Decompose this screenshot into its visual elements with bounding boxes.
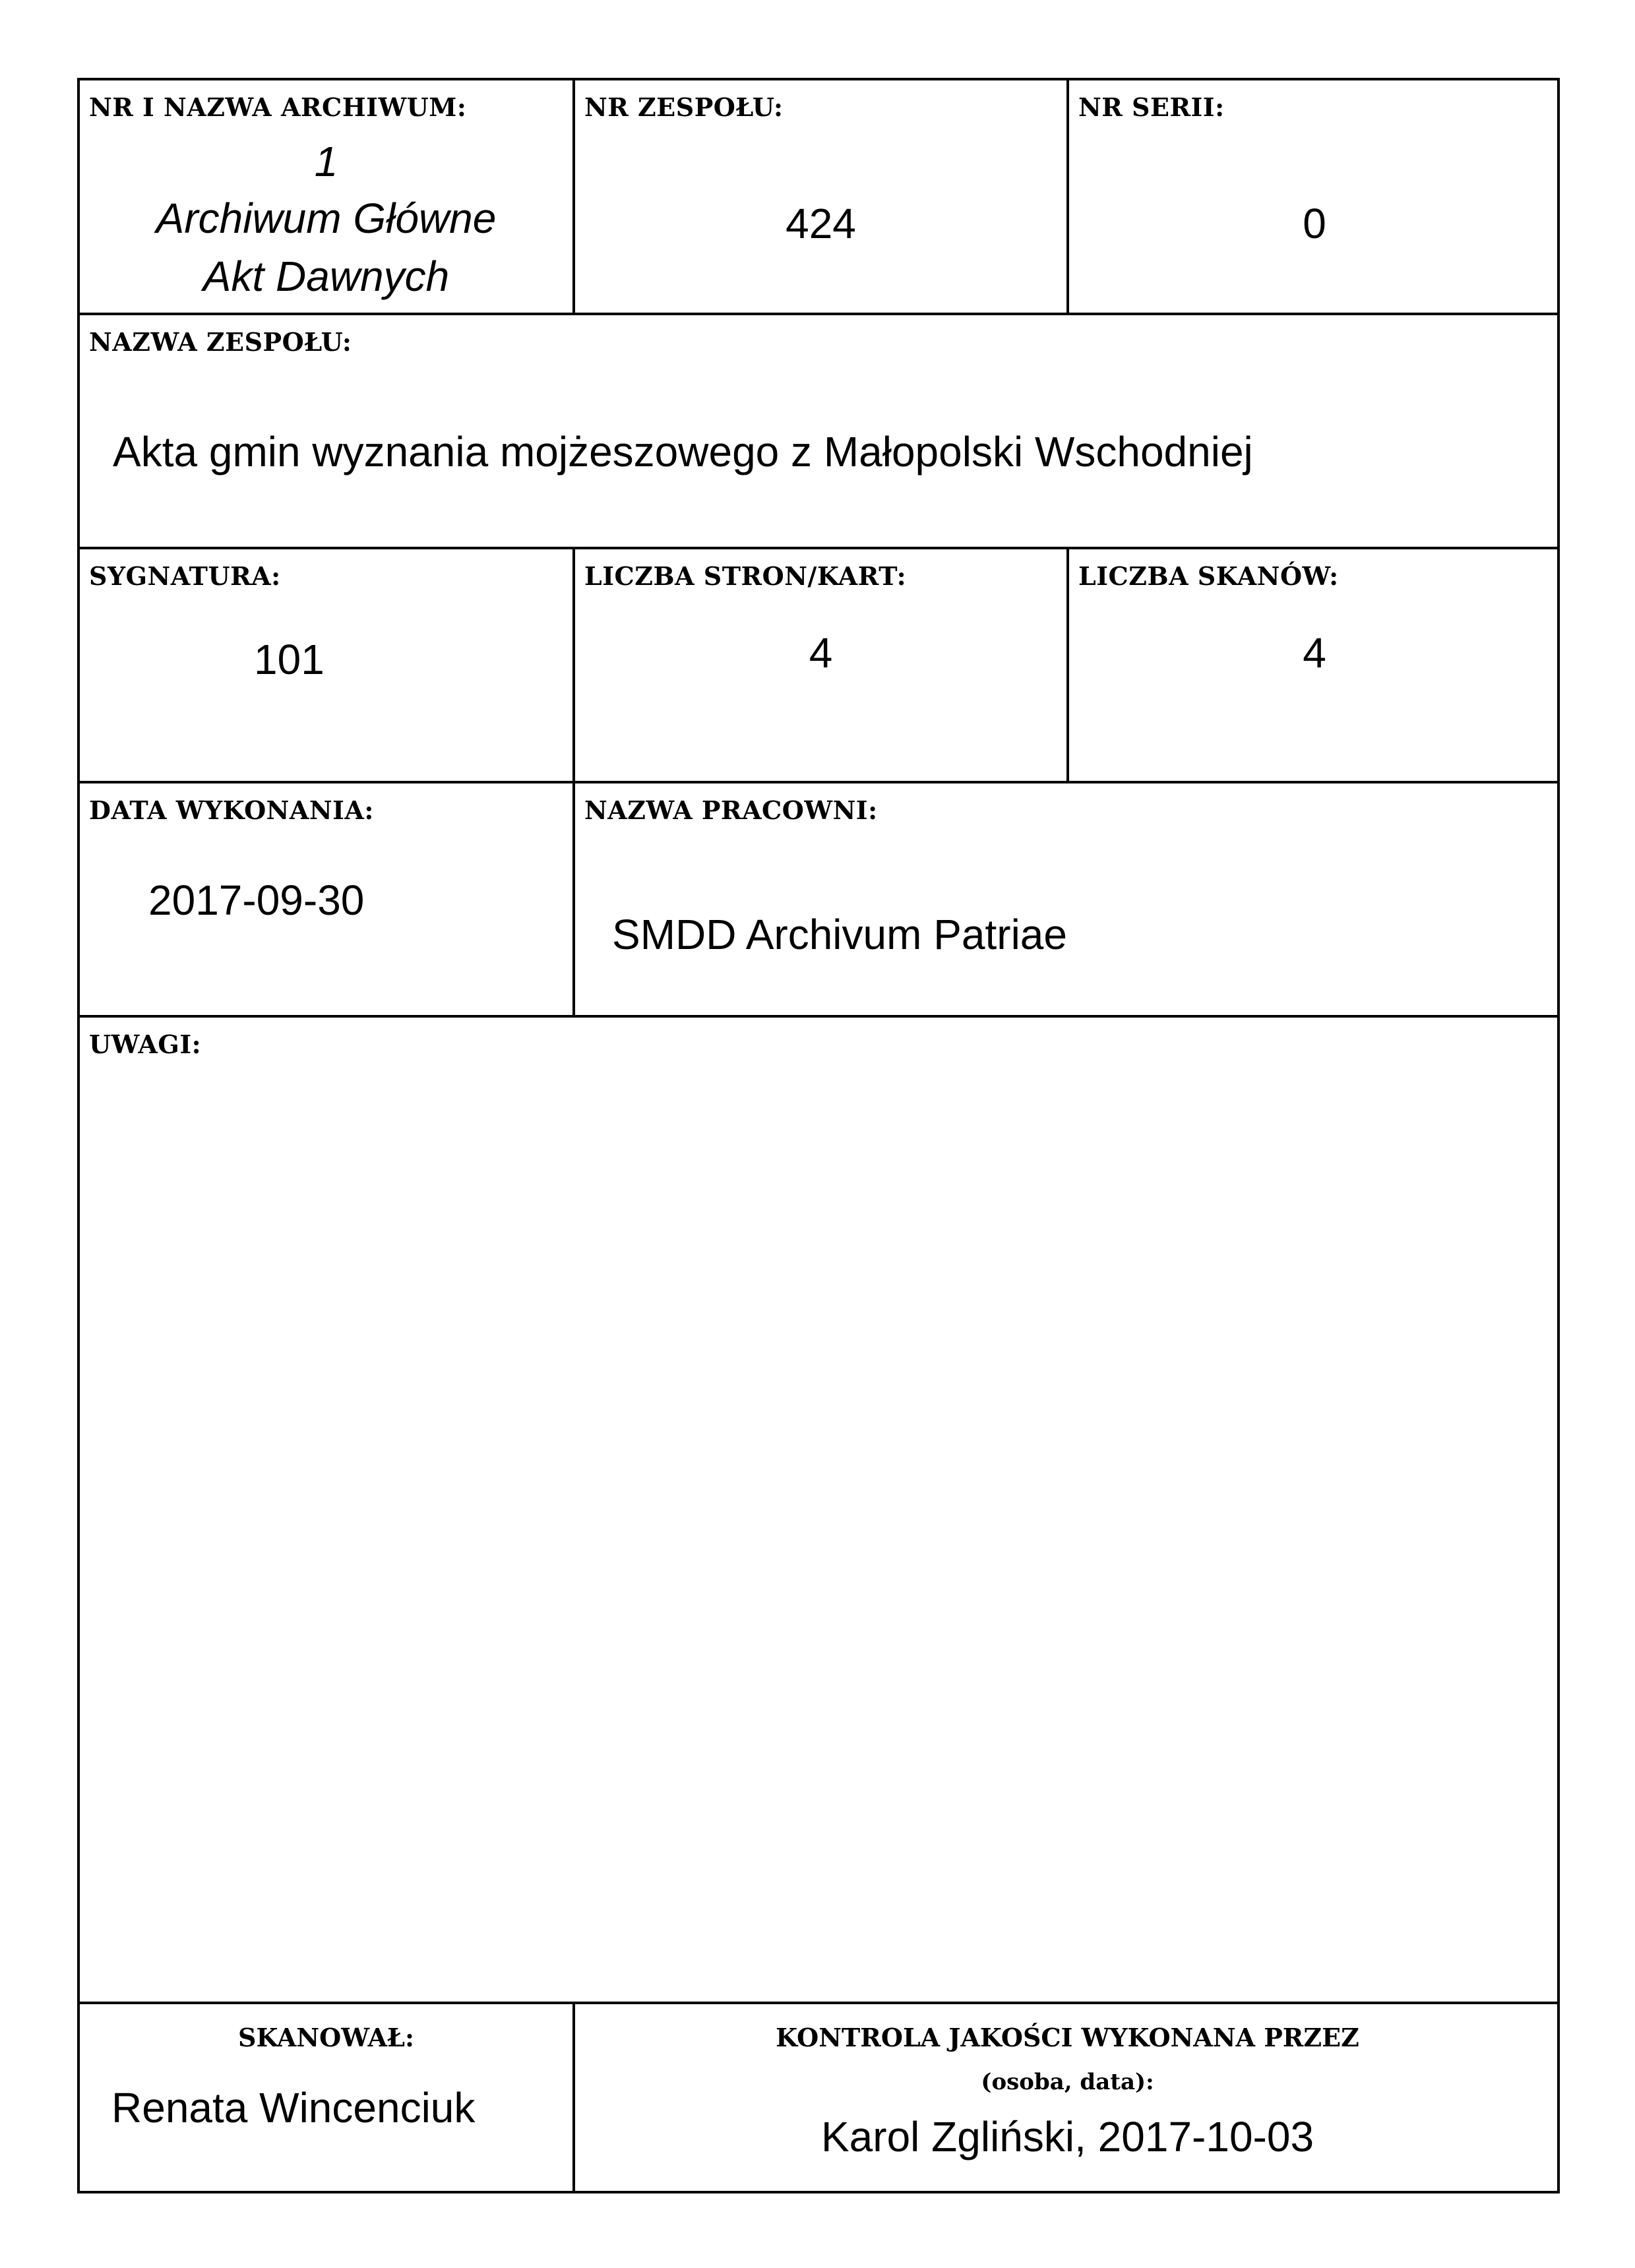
row-signoff	[80, 2004, 1557, 2191]
fond-name-label: NAZWA ZESPOŁU:	[89, 327, 352, 357]
metadata-form	[77, 78, 1560, 2193]
row-fond-name	[80, 315, 1557, 549]
row-date	[80, 783, 1557, 1018]
pages-value: 4	[809, 629, 833, 677]
scans-label: LICZBA SKANÓW:	[1078, 561, 1339, 591]
date-value: 2017-09-30	[148, 876, 365, 924]
workshop-label: NAZWA PRACOWNI:	[584, 795, 878, 825]
date-cell	[80, 783, 575, 1015]
qc-cell	[575, 2004, 1560, 2191]
row-signature	[80, 549, 1557, 783]
archive-name-line2: Akt Dawnych	[202, 253, 450, 300]
scanned-by-label: SKANOWAŁ:	[238, 2023, 414, 2052]
scans-value: 4	[1303, 629, 1326, 677]
row-archive	[80, 80, 1557, 315]
notes-label: UWAGI:	[89, 1029, 202, 1059]
scanned-by-value: Renata Wincenciuk	[111, 2084, 476, 2131]
date-label: DATA WYKONANIA:	[89, 795, 374, 825]
series-cell	[1069, 80, 1560, 313]
qc-sublabel: (osoba, data):	[981, 2069, 1154, 2095]
workshop-cell	[575, 783, 1560, 1015]
qc-value: Karol Zgliński, 2017-10-03	[820, 2113, 1314, 2161]
signature-cell	[80, 549, 575, 781]
archive-number: 1	[314, 138, 338, 185]
pages-cell	[575, 549, 1069, 781]
scans-cell	[1069, 549, 1560, 781]
archive-name-line1: Archiwum Główne	[156, 195, 497, 242]
series-label: NR SERII:	[1078, 92, 1225, 122]
scanned-by-cell	[80, 2004, 575, 2191]
fond-number: 424	[786, 200, 856, 247]
archive-label: NR I NAZWA ARCHIWUM:	[89, 92, 467, 122]
workshop-value: SMDD Archivum Patriae	[612, 911, 1067, 958]
qc-label: KONTROLA JAKOŚCI WYKONANA PRZEZ	[776, 2023, 1359, 2052]
pages-label: LICZBA STRON/KART:	[584, 561, 907, 591]
fond-name: Akta gmin wyznania mojżeszowego z Małopolski Wschodniej	[113, 428, 1253, 475]
signature-value: 101	[254, 636, 324, 683]
signature-label: SYGNATURA:	[89, 561, 281, 591]
fond-number-label: NR ZESPOŁU:	[584, 92, 784, 122]
series-number: 0	[1303, 200, 1326, 247]
archive-cell	[80, 80, 575, 313]
fond-number-cell	[575, 80, 1069, 313]
row-notes	[80, 1018, 1557, 2004]
